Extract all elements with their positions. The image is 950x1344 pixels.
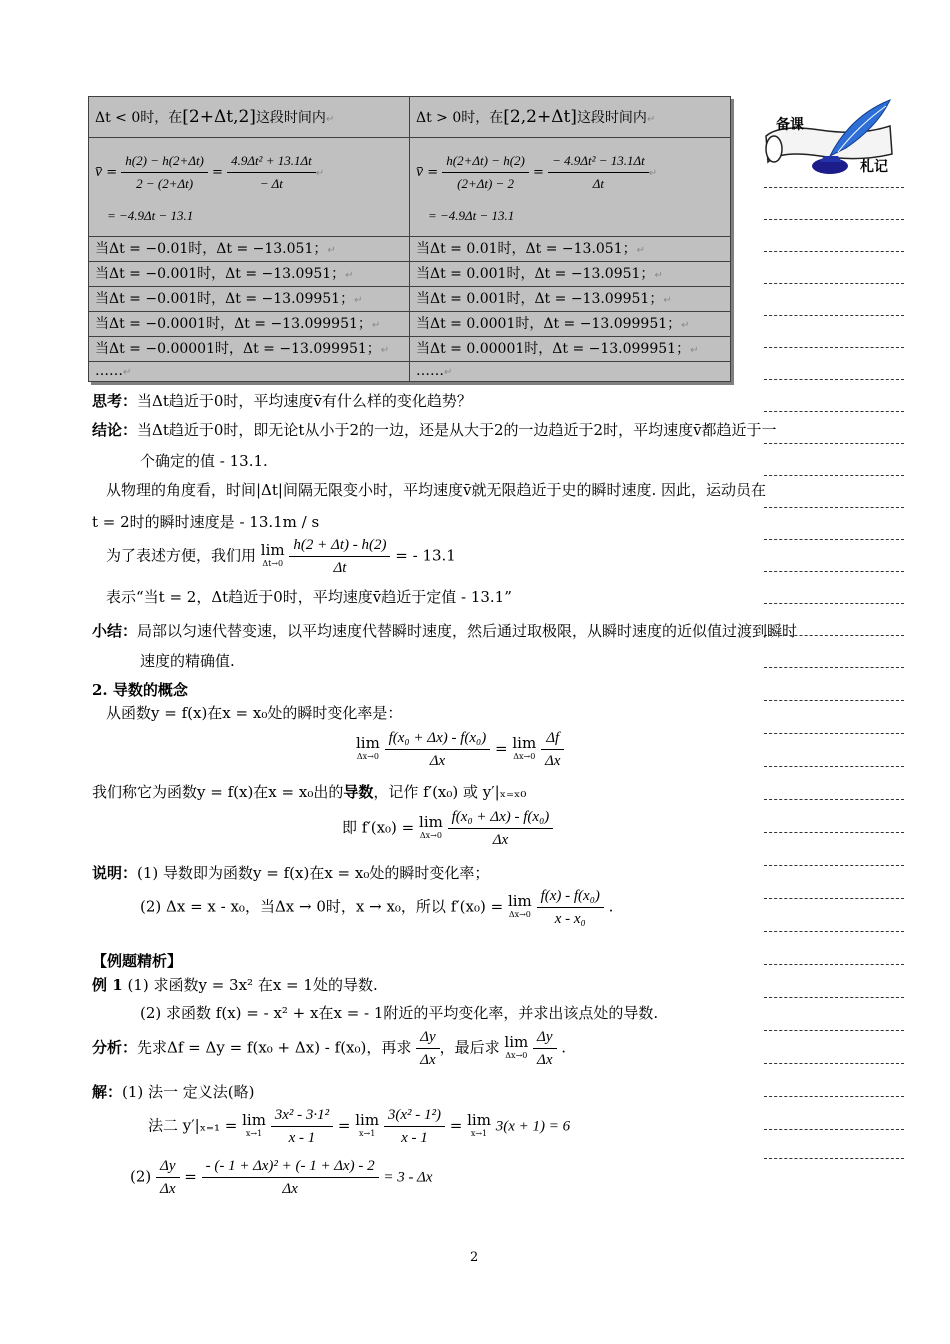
table-header-right: Δt > 0时，在[2,2+Δt]这段时间内↵	[409, 96, 731, 138]
left-fraction-1: $\frac{h(2) - h(2+\Delta t)}{2 - (2+\Delta t)}$	[121, 150, 208, 195]
table-row: ……↵	[88, 361, 410, 382]
right-fraction-2: $\frac{\text{− 4.9Δt² − 13.1Δt}}{\Delta t}$	[548, 150, 649, 195]
solution-line-2: 法二 y′|ₓ₌₁ = lim x→1 $\frac{\text{3x² - 3·1²}}{x - 1}$ = lim x→1 $\frac{\text{3(x² - 1²)}}{x - 1}$ = lim x→1 3(x + 1) = 6	[148, 1104, 570, 1149]
left-fraction-2: $\frac{\text{4.9Δt² + 13.1Δt}}{- \Delta t}$	[227, 150, 316, 195]
table-header-left: Δt < 0时，在[2+Δt,2]这段时间内↵	[88, 96, 410, 138]
table-row: 当Δt = −0.01时，Δt = −13.051；↵	[88, 236, 410, 262]
analysis-line: 分析：先求Δf = Δy = f(x₀ + Δx) - f(x₀)，再求 $\frac{\Delta y}{\Delta x}$ ，最后求 lim Δx→0 $\frac{\Delta y}{\Delta x}$ .	[92, 1026, 566, 1071]
notes-logo	[760, 96, 900, 180]
table-row: 当Δt = 0.001时，Δt = −13.09951；↵	[409, 286, 731, 312]
note-line-1: 说明：(1) 导数即为函数y = f(x)在x = x₀处的瞬时变化率；	[92, 864, 490, 882]
table-row: 当Δt = 0.00001时，Δt = −13.099951；↵	[409, 336, 731, 362]
example-1-question-2: (2) 求函数 f(x) = - x² + x在x = - 1附近的平均变化率，并求出该点处的导数.	[140, 1004, 659, 1022]
right-formula-result: = −4.9Δt − 13.1	[428, 208, 515, 223]
right-fraction-1: $\frac{h(2+\Delta t) - h(2)}{(2+\Delta t) - 2}$	[442, 150, 529, 195]
limit-operator: lim Δt→0	[260, 540, 285, 568]
physics-limit-expression: 为了表述方便，我们用 lim Δt→0 $\frac{h(2 + \Delta t) - h(2)}{\Delta t}$ = - 13.1	[106, 534, 456, 579]
table-row: ……↵	[409, 361, 731, 382]
summary-line-2: 速度的精确值.	[140, 652, 235, 670]
notes-title-2: 札记	[860, 159, 888, 175]
notes-title-1: 备课	[776, 117, 804, 133]
section-title: 2. 导数的概念	[92, 681, 188, 699]
derivative-formula-1: lim Δx→0 $\frac{\text{f(x₀ + Δx) - f(x₀)}}{\Delta x}$ = lim Δx→0 $\frac{\Delta f}{\Delta x}$	[356, 727, 564, 772]
examples-title: 【例题精析】	[92, 952, 183, 970]
table-row: 当Δt = 0.01时，Δt = −13.051；↵	[409, 236, 731, 262]
limit-fraction: $\frac{h(2 + \Delta t) - h(2)}{\Delta t}$	[289, 534, 390, 579]
table-row: 当Δt = −0.0001时，Δt = −13.099951；↵	[88, 311, 410, 337]
example-1-question-1: 例 1 (1) 求函数y = 3x² 在x = 1处的导数.	[92, 976, 378, 994]
note-line-2: (2) Δx = x - x₀，当Δx → 0时，x → x₀，所以 f′(x₀) = lim Δx→0 $\frac{\text{f(x) - f(x₀)}}{\text{x - x₀}}$ .	[140, 885, 613, 930]
page-number: 2	[470, 1250, 479, 1265]
physics-line-2: t = 2时的瞬时速度是 - 13.1m / s	[92, 513, 320, 531]
think-paragraph: 思考：当Δt趋近于0时，平均速度v̄有什么样的变化趋势？	[92, 392, 472, 410]
derivative-formula-2: 即 f′(x₀) = lim Δx→0 $\frac{\text{f(x₀ + Δx) - f(x₀)}}{\Delta x}$	[342, 806, 553, 851]
table-formula-right: v̄ = $\frac{h(2+\Delta t) - h(2)}{(2+\Delta t) - 2}$ = $\frac{\text{− 4.9Δt² − 13.1Δt}}{\Delta t}$ ↵ = −4.9Δt − 13.1	[409, 137, 731, 237]
conclusion-line-2: 个确定的值 - 13.1.	[140, 452, 268, 470]
table-row: 当Δt = −0.00001时，Δt = −13.099951；↵	[88, 336, 410, 362]
header-left-condition: Δt < 0时，在	[95, 110, 183, 126]
table-row: 当Δt = 0.001时，Δt = −13.0951；↵	[409, 261, 731, 287]
header-right-suffix: 这段时间内	[576, 110, 647, 126]
header-left-suffix: 这段时间内	[255, 110, 326, 126]
derivative-definition: 我们称它为函数y = f(x)在x = x₀出的导数，记作 f′(x₀) 或 y′|ₓ₌ₓ₀	[92, 783, 527, 801]
solution-line-1: 解：(1) 法一 定义法(略)	[92, 1083, 255, 1101]
velocity-table	[88, 96, 731, 382]
physics-line-1: 从物理的角度看，时间|Δt|间隔无限变小时，平均速度v̄就无限趋近于史的瞬时速度. 因此，运动员在	[106, 481, 766, 499]
conclusion-line-1: 结论：当Δt趋近于0时，即无论t从小于2的一边，还是从大于2的一边趋近于2时，平均速度v̄都趋近于一	[92, 421, 777, 439]
summary-line-1: 小结：局部以匀速代替变速，以平均速度代替瞬时速度，然后通过取极限，从瞬时速度的近似值过渡到瞬时	[92, 622, 798, 640]
header-right-condition: Δt > 0时，在	[416, 110, 504, 126]
solution-line-3: (2) $\frac{\Delta y}{\Delta x}$ = $\frac{\text{- (- 1 + Δx)² + (- 1 + Δx) - 2}}{\Delta x}$ = 3 - Δx	[130, 1155, 432, 1200]
left-formula-result: = −4.9Δt − 13.1	[107, 208, 194, 223]
physics-line-4: 表示“当t = 2，Δt趋近于0时，平均速度v̄趋近于定值 - 13.1”	[106, 588, 512, 606]
section-intro: 从函数y = f(x)在x = x₀处的瞬时变化率是：	[106, 704, 403, 722]
header-right-interval: [2,2+Δt]	[503, 107, 577, 127]
table-row: 当Δt = −0.001时，Δt = −13.0951；↵	[88, 261, 410, 287]
table-row: 当Δt = −0.001时，Δt = −13.09951；↵	[88, 286, 410, 312]
table-formula-left: v̄ = $\frac{h(2) - h(2+\Delta t)}{2 - (2+\Delta t)}$ = $\frac{\text{4.9Δt² + 13.1Δt}}{- \Delta t}$ ↵ = −4.9Δt − 13.1	[88, 137, 410, 237]
table-row: 当Δt = 0.0001时，Δt = −13.099951；↵	[409, 311, 731, 337]
header-left-interval: [2+Δt,2]	[182, 107, 256, 127]
